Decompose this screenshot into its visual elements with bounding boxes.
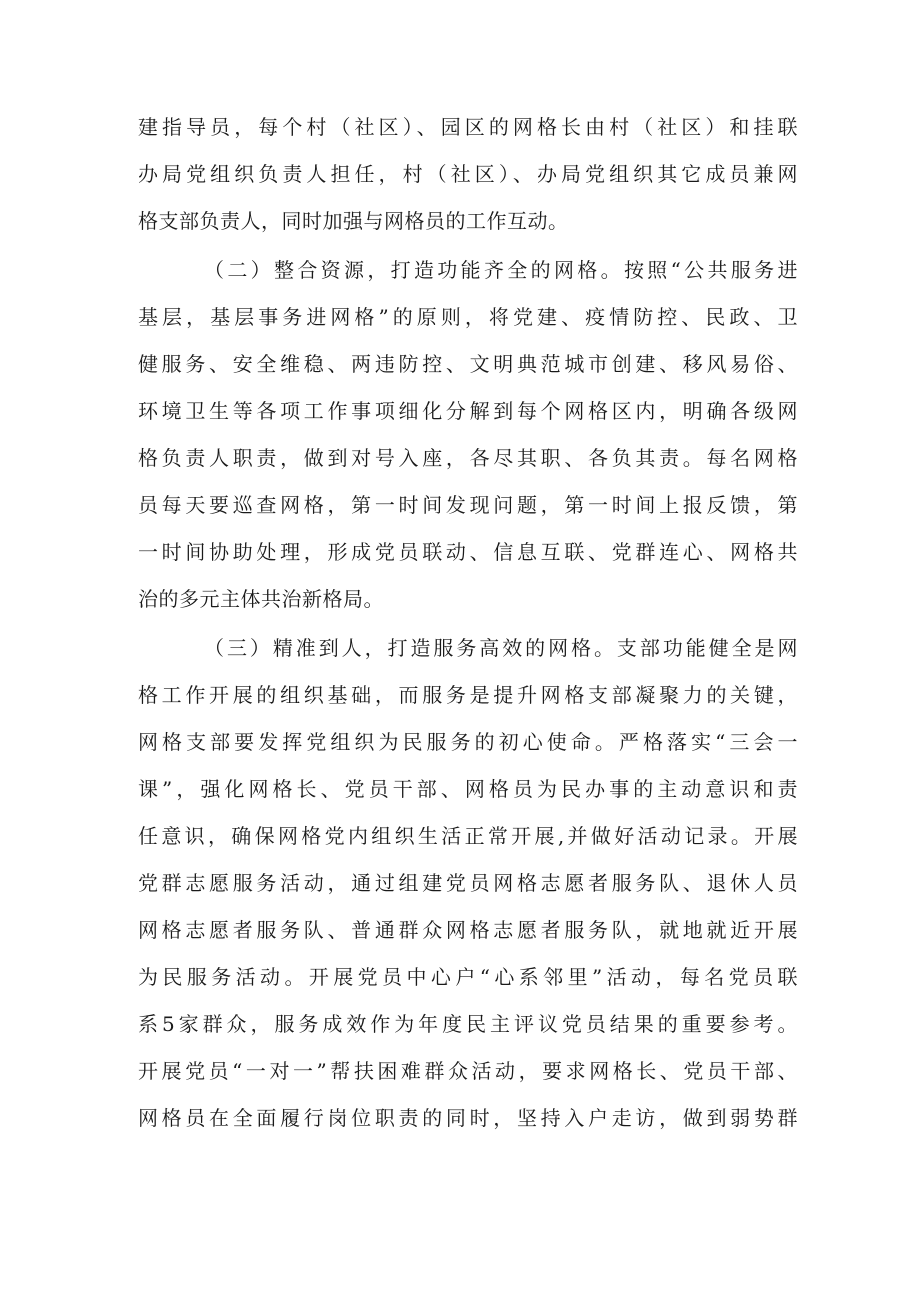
paragraph-line: 建指导员，每个村（社区）、园区的网格长由村（社区）和挂联: [138, 115, 798, 139]
section-heading-line: （二）整合资源，打造功能齐全的网格。按照“公共服务进: [204, 258, 798, 282]
paragraph-line: 治的多元主体共治新格局。: [138, 587, 384, 611]
paragraph-line: 任意识，确保网格党内组织生活正常开展,并做好活动记录。开展: [138, 824, 798, 848]
paragraph-line: 基层，基层事务进网格”的原则，将党建、疫情防控、民政、卫: [138, 305, 798, 329]
section-heading-line: （三）精准到人，打造服务高效的网格。支部功能健全是网: [204, 636, 798, 660]
paragraph-line: 员每天要巡查网格，第一时间发现问题，第一时间上报反馈，第: [138, 493, 798, 517]
paragraph-line: 为民服务活动。开展党员中心户“心系邻里”活动，每名党员联: [138, 965, 798, 989]
paragraph-line: 网格员在全面履行岗位职责的同时，坚持入户走访，做到弱势群: [138, 1106, 798, 1130]
paragraph-line: 一时间协助处理，形成党员联动、信息互联、党群连心、网格共: [138, 540, 798, 564]
paragraph-line: 环境卫生等各项工作事项细化分解到每个网格区内，明确各级网: [138, 399, 798, 423]
paragraph-line: 健服务、安全维稳、两违防控、文明典范城市创建、移风易俗、: [138, 352, 798, 376]
paragraph-line: 网格志愿者服务队、普通群众网格志愿者服务队，就地就近开展: [138, 918, 798, 942]
paragraph-line: 系5家群众，服务成效作为年度民主评议党员结果的重要参考。: [138, 1012, 798, 1036]
paragraph-line: 开展党员“一对一”帮扶困难群众活动，要求网格长、党员干部、: [138, 1059, 798, 1083]
paragraph-line: 格负责人职责，做到对号入座，各尽其职、各负其责。每名网格: [138, 446, 798, 470]
paragraph-line: 格工作开展的组织基础，而服务是提升网格支部凝聚力的关键，: [138, 683, 798, 707]
paragraph-line: 课”，强化网格长、党员干部、网格员为民办事的主动意识和责: [138, 777, 798, 801]
paragraph-line: 党群志愿服务活动，通过组建党员网格志愿者服务队、退休人员: [138, 871, 798, 895]
paragraph-line: 网格支部要发挥党组织为民服务的初心使命。严格落实“三会一: [138, 730, 798, 754]
paragraph-line: 办局党组织负责人担任，村（社区）、办局党组织其它成员兼网: [138, 162, 798, 186]
paragraph-line: 格支部负责人，同时加强与网格员的工作互动。: [138, 209, 569, 233]
